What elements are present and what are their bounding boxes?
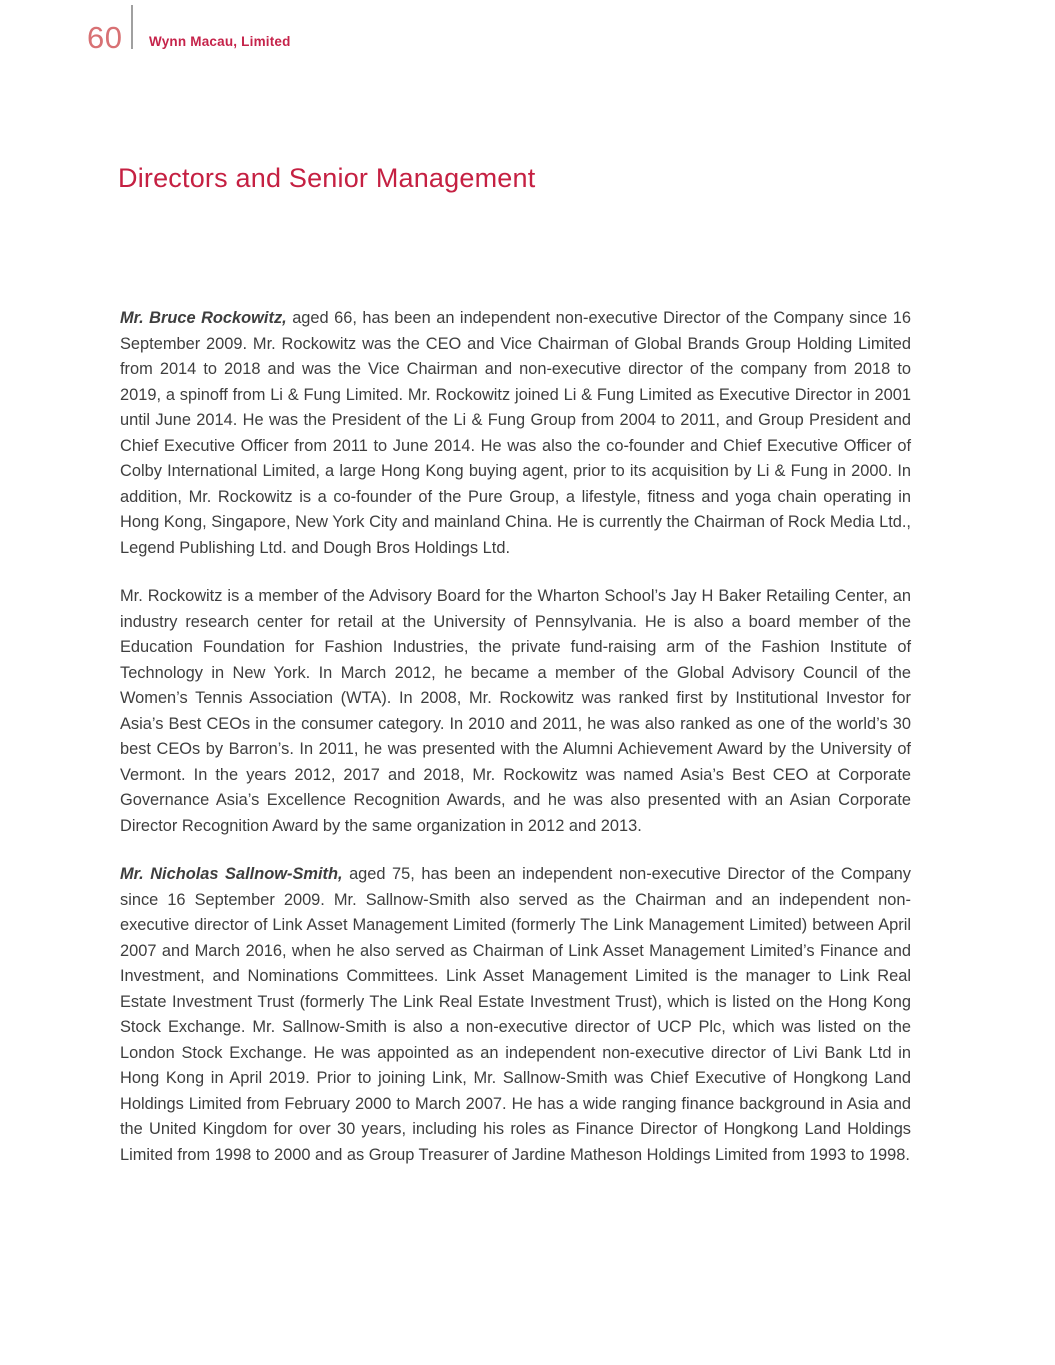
paragraph-bruce-rockowitz-bio — [120, 306, 911, 561]
body-content — [120, 306, 911, 1168]
paragraph-body: Mr. Rockowitz is a member of the Advisory Board for the Wharton School’s Jay H Baker Retailing Center, an industry research center for retail at the University of Pennsylvania. He is also a board member of the Education Foundation for Fashion Industries, the private fund-raising arm of the Fashion Institute of Technology in New York. In March 2012, he became a member of the Global Advisory Council of the Women’s Tennis Association (WTA). In 2008, Mr. Rockowitz was ranked first by Institutional Investor for Asia’s Best CEOs in the consumer category. In 2010 and 2011, he was also ranked as one of the world’s 30 best CEOs by Barron’s. In 2011, he was presented with the Alumni Achievement Award by the University of Vermont. In the years 2012, 2017 and 2018, Mr. Rockowitz was named Asia’s Best CEO at Corporate Governance Asia’s Excellence Recognition Awards, and he was also presented with an Asian Corporate Director Recognition Award by the same organization in 2012 and 2013. — [120, 587, 911, 835]
header-divider — [131, 5, 133, 49]
page-title: Directors and Senior Management — [118, 163, 536, 193]
paragraph-body: aged 75, has been an independent non-executive Director of the Company since 16 September 2009. Mr. Sallnow-Smith also served as the Chairman and an independent non-executive director of Link Asset Management Limited (formerly The Link Management Limited) between April 2007 and March 2016, when he also served as Chairman of Link Asset Management Limited’s Finance and Investment, and Nominations Committees. Link Asset Management Limited is the manager to Link Real Estate Investment Trust (formerly The Link Real Estate Investment Trust), which is listed on the Hong Kong Stock Exchange. Mr. Sallnow-Smith is also a non-executive director of UCP Plc, which was listed on the London Stock Exchange. He was appointed as an independent non-executive director of Livi Bank Ltd in Hong Kong in April 2019. Prior to joining Link, Mr. Sallnow-Smith was Chief Executive of Hongkong Land Holdings Limited from February 2000 to March 2007. He has a wide ranging finance background in Asia and the United Kingdom for over 30 years, including his roles as Finance Director of Hongkong Land Holdings Limited from 1998 to 2000 and as Group Treasurer of Jardine Matheson Holdings Limited from 1993 to 1998. — [120, 865, 911, 1164]
paragraph-nicholas-sallnow-smith-bio — [120, 862, 911, 1168]
page-number: 60 — [87, 20, 123, 55]
director-name-nicholas-sallnow-smith: Mr. Nicholas Sallnow-Smith, — [120, 865, 343, 883]
company-name: Wynn Macau, Limited — [149, 34, 291, 49]
paragraph-body: aged 66, has been an independent non-executive Director of the Company since 16 September 2009. Mr. Rockowitz was the CEO and Vice Chairman of Global Brands Group Holding Limited from 2014 to 2018 and was the Vice Chairman and non-executive director of the company from 2018 to 2019, a spinoff from Li & Fung Limited. Mr. Rockowitz joined Li & Fung Limited as Executive Director in 2001 until June 2014. He was the President of the Li & Fung Group from 2004 to 2011, and Group President and Chief Executive Officer from 2011 to June 2014. He was also the co-founder and Chief Executive Officer of Colby International Limited, a large Hong Kong buying agent, prior to its acquisition by Li & Fung in 2000. In addition, Mr. Rockowitz is a co-founder of the Pure Group, a lifestyle, fitness and yoga chain operating in Hong Kong, Singapore, New York City and mainland China. He is currently the Chairman of Rock Media Ltd., Legend Publishing Ltd. and Dough Bros Holdings Ltd. — [120, 309, 911, 557]
paragraph-bruce-rockowitz-memberships — [120, 584, 911, 839]
director-name-bruce-rockowitz: Mr. Bruce Rockowitz, — [120, 309, 287, 327]
